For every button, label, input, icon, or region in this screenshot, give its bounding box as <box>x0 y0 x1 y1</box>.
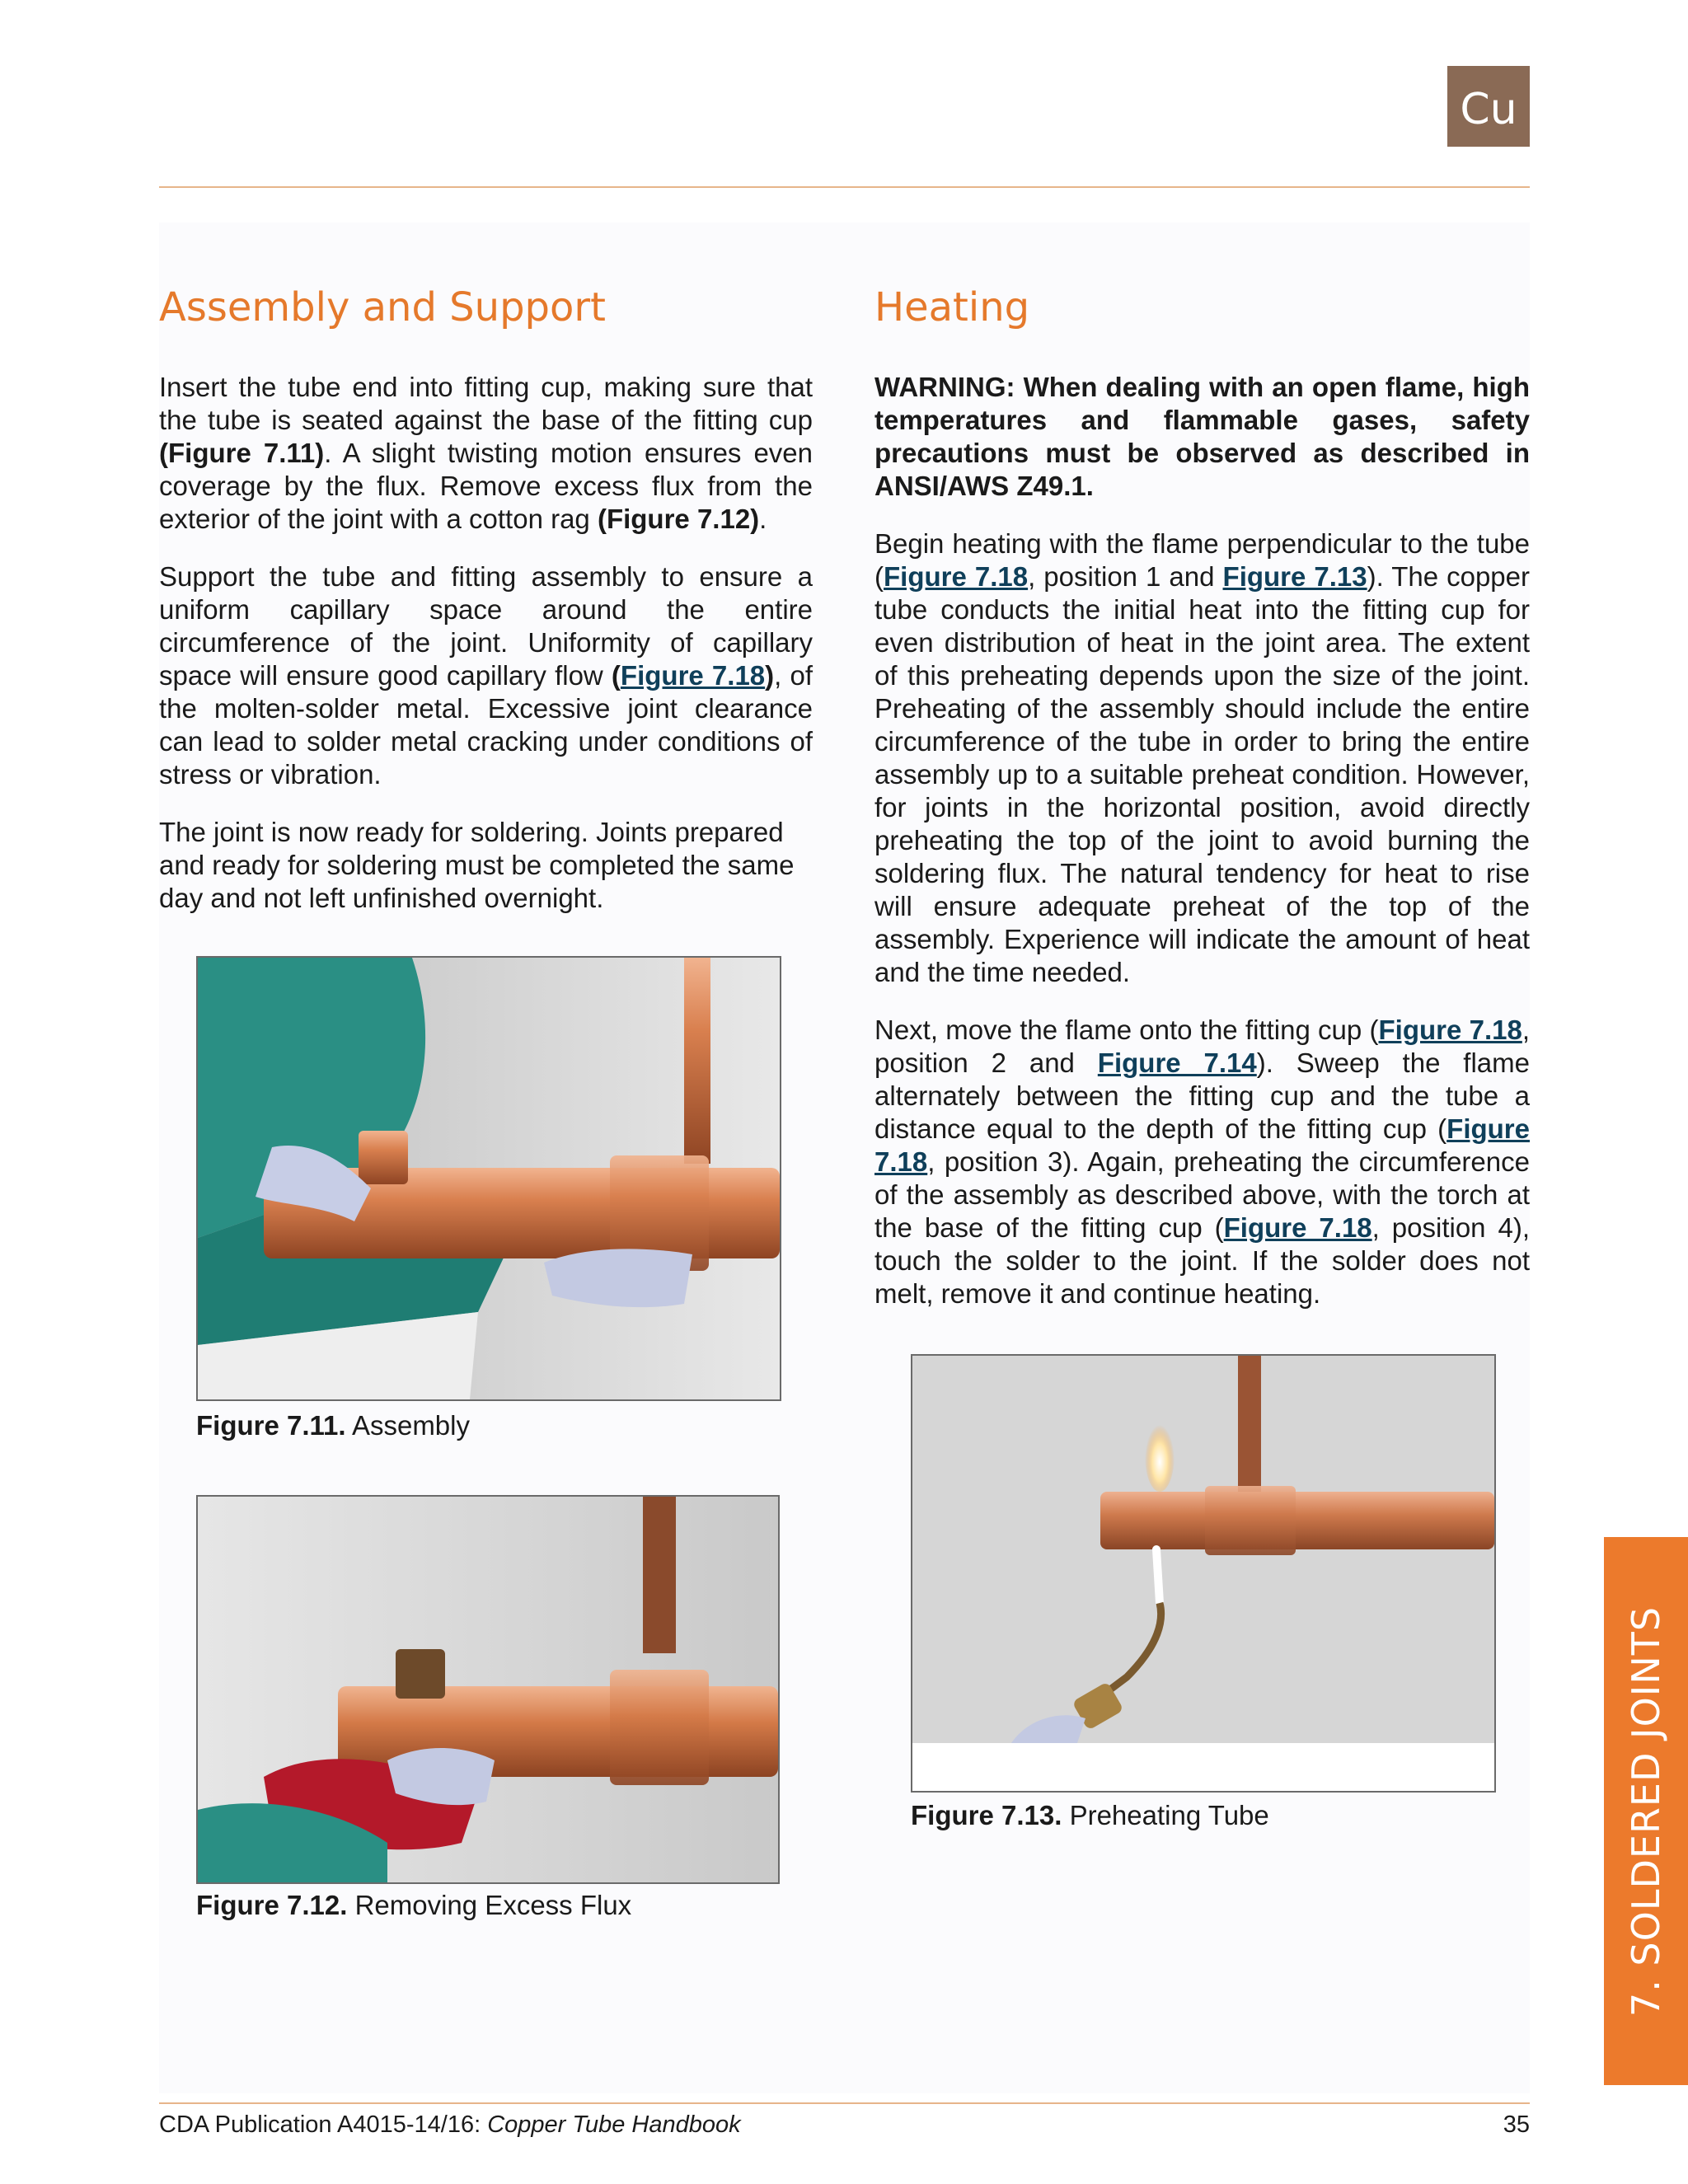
text-run: . A slight twisting motion ensures even coverage by the flux. Remove excess flux from the exterior of the joint with a cotton rag <box>159 438 813 534</box>
paragraph-begin-heating <box>874 527 1530 989</box>
figure-link[interactable]: Figure 7.18 <box>1378 1015 1522 1045</box>
footer-publication <box>159 2108 741 2141</box>
figure-7-11-label: Figure 7.11. <box>196 1410 346 1441</box>
bold-reference: (Figure 7.11) <box>159 438 325 468</box>
figure-7-12-label: Figure 7.12. <box>196 1890 348 1920</box>
text-run: , position 2 and <box>874 1015 1531 1078</box>
paragraph-joint-ready <box>159 816 813 915</box>
paragraph-support-tube <box>159 560 813 791</box>
figure-7-13-label: Figure 7.13. <box>911 1800 1062 1830</box>
figure-link[interactable]: Figure 7.14 <box>1097 1047 1257 1078</box>
figure-7-13-text: Preheating Tube <box>1069 1800 1269 1830</box>
text-run: , position 1 and <box>1028 561 1223 592</box>
text-run: ). The copper tube conducts the initial heat into the fitting cup for even distribution of heat in the joint area. The extent of this preheating depends upon the size of the joint. Preheating of the assembly should include the entire circumference of the tube in order to bring the entire assembly up to a suitable preheat condition. However, for joints in the horizontal position, avoid directly preheating the top of the joint to avoid burning the soldering flux. The natural tendency for heat to rise will ensure adequate preheat of the top of the assembly. Experience will indicate the amount of heat and the time needed. <box>874 561 1531 987</box>
figure-7-13-photo <box>911 1354 1496 1793</box>
text-run: Insert the tube end into fitting cup, making sure that the tube is seated against the base of the fitting cup <box>159 372 813 435</box>
bold-reference: (Figure 7.12) <box>597 504 760 534</box>
footer-handbook-title: Copper Tube Handbook <box>487 2111 741 2138</box>
chapter-side-tab-label: 7. SOLDERED JOINTS <box>1624 1605 1668 2017</box>
footer-publication-label: CDA Publication A4015-14/16: <box>159 2111 488 2138</box>
left-column-text <box>159 371 813 940</box>
figure-7-11-caption <box>196 1409 470 1442</box>
footer-rule <box>159 2102 1530 2104</box>
figure-7-11-photo <box>196 956 781 1401</box>
text-run: , position 4), touch the solder to the joint. If the solder does not melt, remove it and continue heating. <box>874 1212 1531 1309</box>
figure-7-11-text: Assembly <box>351 1410 470 1441</box>
figure-link[interactable]: Figure 7.18 <box>620 660 766 691</box>
page-number: 35 <box>1503 2111 1530 2138</box>
figure-link[interactable]: Figure 7.18 <box>1223 1212 1372 1243</box>
figure-link[interactable]: Figure 7.18 <box>884 561 1029 592</box>
heading-assembly-support: Assembly and Support <box>159 284 606 330</box>
text-run: . <box>759 504 767 534</box>
figure-link[interactable]: Figure 7.13 <box>1222 561 1367 592</box>
figure-7-13-caption <box>911 1799 1269 1832</box>
heading-heating: Heating <box>874 284 1030 330</box>
cu-logo-badge: Cu <box>1447 66 1530 147</box>
text-run: Begin heating with the flame perpendicular to the tube ( <box>874 528 1530 592</box>
text-run: Support the tube and fitting assembly to ensure a uniform capillary space around the entire circumference of the joint. Uniformity of capillary space will ensure good capillary flow <box>159 561 813 691</box>
paragraph-insert-tube <box>159 371 813 536</box>
warning-paragraph: WARNING: When dealing with an open flame, high temperatures and flammable gases, safety precautions must be observed as described in ANSI/AWS Z49.1. <box>874 372 1530 501</box>
figure-7-12-caption <box>196 1889 631 1922</box>
text-run: , position 3). Again, preheating the circumference of the assembly as described above, with the torch at the base of the fitting cup ( <box>874 1146 1530 1243</box>
text-run: ). Sweep the flame alternately between the fitting cup and the tube a distance equal to the depth of the fitting cup ( <box>874 1047 1531 1144</box>
figure-7-12-photo <box>196 1495 780 1884</box>
text-run: , of the molten-solder metal. Excessive joint clearance can lead to solder metal cracking under conditions of stress or vibration. <box>159 660 814 790</box>
header-rule <box>159 186 1530 188</box>
bold-reference: ) <box>765 660 775 691</box>
right-column-text <box>874 371 1530 1335</box>
chapter-side-tab[interactable] <box>1604 1537 1688 2085</box>
figure-7-12-text: Removing Excess Flux <box>354 1890 632 1920</box>
figure-link[interactable]: Figure 7.18 <box>874 1113 1530 1177</box>
text-run: The joint is now ready for soldering. Joints prepared and ready for soldering must be completed the same day and not left unfinished overnight. <box>159 817 795 913</box>
paragraph-next-move-flame <box>874 1014 1530 1310</box>
text-run: Next, move the flame onto the fitting cup ( <box>874 1015 1379 1045</box>
bold-reference: ( <box>611 660 621 691</box>
